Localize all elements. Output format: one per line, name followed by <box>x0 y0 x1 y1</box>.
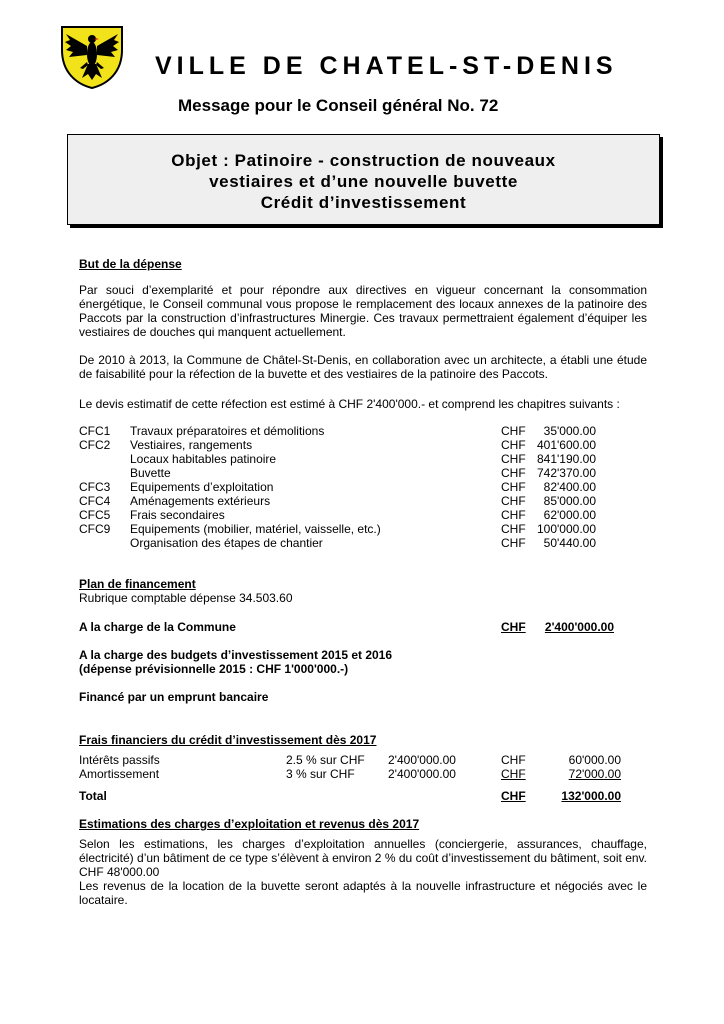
coat-of-arms-logo <box>58 24 126 90</box>
paragraph-estimations-1: Selon les estimations, les charges d’exploitation annuelles (conciergerie, assurances, chauffage, électricité) d’un bâtiment de ce type s’élèvent à environ 2 % du coût d’investissement du bâtiment, soit env. CHF 48'000.00 <box>79 837 647 879</box>
frais-total-amount: 132'000.00 <box>561 789 621 803</box>
cfc-description: Buvette <box>130 466 171 480</box>
currency: CHF <box>501 508 526 522</box>
amount: 82'400.00 <box>543 480 596 494</box>
financement-text: Financé par un emprunt bancaire <box>79 690 269 704</box>
table-row <box>0 536 724 550</box>
amount: 742'370.00 <box>536 466 596 480</box>
frais-total-currency: CHF <box>501 789 526 803</box>
frais-row-label: Amortissement <box>79 767 160 781</box>
cfc-description: Organisation des étapes de chantier <box>130 536 323 550</box>
frais-row-base: 2'400'000.00 <box>388 753 456 767</box>
budgets-line-2: (dépense prévisionnelle 2015 : CHF 1'000'000.-) <box>79 662 349 676</box>
cfc-description: Locaux habitables patinoire <box>130 452 277 466</box>
table-row <box>0 424 724 438</box>
section-heading-plan: Plan de financement <box>79 577 196 591</box>
frais-row-label: Intérêts passifs <box>79 753 160 767</box>
currency: CHF <box>501 438 526 452</box>
object-box <box>67 134 660 225</box>
cfc-description: Equipements (mobilier, matériel, vaisselle, etc.) <box>130 522 381 536</box>
amount: 50'440.00 <box>543 536 596 550</box>
cfc-description: Frais secondaires <box>130 508 225 522</box>
charge-commune-amount: 2'400'000.00 <box>544 620 614 634</box>
paragraph-but-1: Par souci d’exemplarité et pour répondre aux directives en vigueur concernant la consommation énergétique, le Conseil communal vous propose le remplacement des locaux annexes de la patinoire des Paccots par la construction d’infrastructures Minergie. Ces travaux permettraient également d’équiper les vestiaires de douches qui manquent actuellement. <box>79 283 647 339</box>
table-row <box>0 438 724 452</box>
paragraph-but-2: De 2010 à 2013, la Commune de Châtel-St-Denis, en collaboration avec un architecte, a établi une étude de faisabilité pour la réfection de la buvette et des vestiaires de la patinoire des Paccots. <box>79 353 647 381</box>
cfc-description: Aménagements extérieurs <box>130 494 271 508</box>
table-row <box>0 480 724 494</box>
amount: 62'000.00 <box>543 508 596 522</box>
object-line-2: vestiaires et d’une nouvelle buvette <box>209 172 518 191</box>
section-heading-estimations: Estimations des charges d’exploitation et revenus dès 2017 <box>79 817 420 831</box>
currency: CHF <box>501 424 526 438</box>
town-title: VILLE DE CHATEL-ST-DENIS <box>155 52 618 80</box>
frais-row-amount: 60'000.00 <box>568 753 621 767</box>
budgets-line-1: A la charge des budgets d’investissement 2015 et 2016 <box>79 648 393 662</box>
cfc-code: CFC2 <box>79 438 111 452</box>
cfc-description: Vestiaires, rangements <box>130 438 253 452</box>
frais-row-rate: 2.5 % sur CHF <box>286 753 365 767</box>
frais-row-base: 2'400'000.00 <box>388 767 456 781</box>
currency: CHF <box>501 536 526 550</box>
charge-commune-label: A la charge de la Commune <box>79 620 236 634</box>
frais-row-amount: 72'000.00 <box>568 767 621 781</box>
frais-row-rate: 3 % sur CHF <box>286 767 355 781</box>
object-line-1: Objet : Patinoire - construction de nouveaux <box>171 151 556 170</box>
cfc-code: CFC5 <box>79 508 111 522</box>
currency: CHF <box>501 452 526 466</box>
devis-table <box>0 424 724 550</box>
amount: 85'000.00 <box>543 494 596 508</box>
amount: 35'000.00 <box>543 424 596 438</box>
table-row <box>0 508 724 522</box>
object-line-3: Crédit d’investissement <box>260 193 467 212</box>
frais-row-currency: CHF <box>501 767 526 781</box>
cfc-code: CFC1 <box>79 424 111 438</box>
charge-commune-currency: CHF <box>501 620 526 634</box>
paragraph-but-3: Le devis estimatif de cette réfection est estimé à CHF 2'400'000.- et comprend les chapitres suivants : <box>79 397 620 411</box>
table-row <box>0 466 724 480</box>
cfc-description: Equipements d’exploitation <box>130 480 274 494</box>
paragraph-estimations-2: Les revenus de la location de la buvette seront adaptés à la nouvelle infrastructure et négociés avec le locataire. <box>79 879 647 907</box>
message-title: Message pour le Conseil général No. 72 <box>178 96 499 115</box>
frais-total-label: Total <box>79 789 107 803</box>
cfc-code: CFC3 <box>79 480 111 494</box>
amount: 841'190.00 <box>536 452 596 466</box>
table-row <box>0 494 724 508</box>
amount: 100'000.00 <box>536 522 596 536</box>
section-heading-but: But de la dépense <box>79 257 182 271</box>
table-row <box>0 452 724 466</box>
cfc-code: CFC4 <box>79 494 111 508</box>
cfc-description: Travaux préparatoires et démolitions <box>130 424 325 438</box>
currency: CHF <box>501 466 526 480</box>
currency: CHF <box>501 480 526 494</box>
rubrique-text: Rubrique comptable dépense 34.503.60 <box>79 591 293 605</box>
amount: 401'600.00 <box>536 438 596 452</box>
frais-row-currency: CHF <box>501 753 526 767</box>
cfc-code: CFC9 <box>79 522 111 536</box>
table-row <box>0 522 724 536</box>
currency: CHF <box>501 522 526 536</box>
section-heading-frais: Frais financiers du crédit d’investissement dès 2017 <box>79 733 377 747</box>
currency: CHF <box>501 494 526 508</box>
